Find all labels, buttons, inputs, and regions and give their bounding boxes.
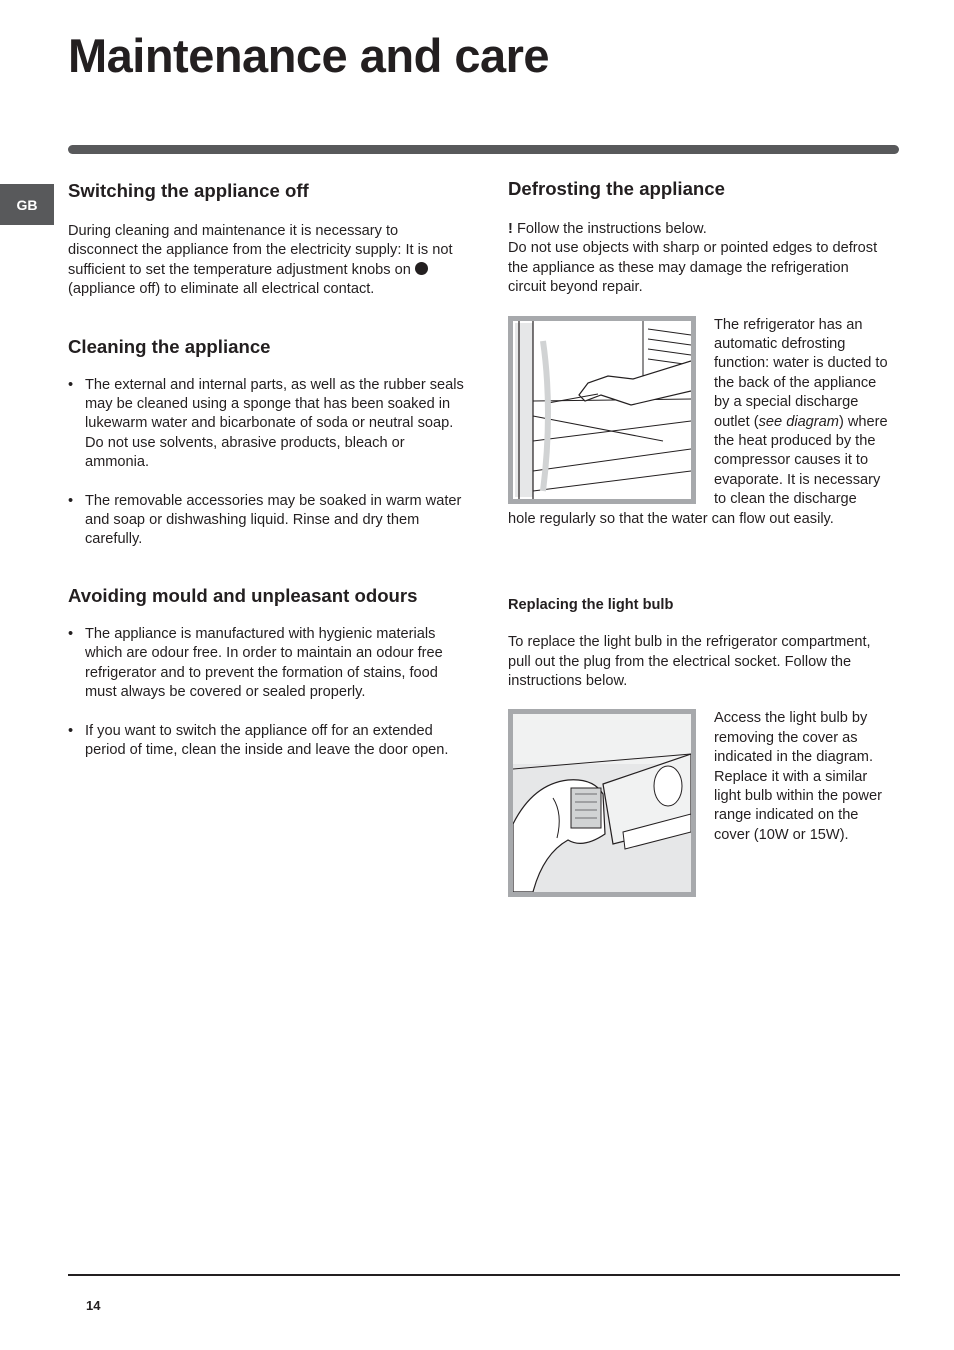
defrosting-figure-block xyxy=(508,316,888,529)
switching-off-text xyxy=(68,222,464,300)
switching-off-section xyxy=(68,178,464,300)
light-bulb-section xyxy=(508,595,888,845)
cleaning-heading: Cleaning the appliance xyxy=(68,335,271,357)
mould-section xyxy=(68,583,464,760)
light-bulb-figure-text-2: Replace it with a similar light bulb within the power range indicated on the cover (10W or 15W). xyxy=(714,768,882,843)
page-title: Maintenance and care xyxy=(68,29,550,82)
right-column xyxy=(508,176,888,901)
defrosting-heading: Defrosting the appliance xyxy=(508,178,725,199)
see-diagram-reference: see diagram xyxy=(758,413,839,430)
list-item: • The removable accessories may be soaked in warm water and soap or dishwashing liquid. Rinse and dry them carefully. xyxy=(68,492,464,550)
cleaning-section xyxy=(68,334,464,550)
defrosting-warning xyxy=(508,220,888,239)
defrosting-text: Do not use objects with sharp or pointed edges to defrost the appliance as these may damage the refrigeration circuit beyond repair. xyxy=(508,240,878,296)
light-bulb-figure-text-1: Access the light bulb by removing the cover as indicated in the diagram. xyxy=(714,710,874,766)
defrost-outlet-diagram xyxy=(508,316,696,504)
left-column xyxy=(68,178,464,760)
header-divider xyxy=(68,145,899,154)
list-item: • If you want to switch the appliance off for an extended period of time, clean the inside and leave the door open. xyxy=(68,722,464,761)
light-bulb-text: To replace the light bulb in the refrigerator compartment, pull out the plug from the electrical socket. Follow the instructions below. xyxy=(508,634,871,689)
light-bulb-diagram xyxy=(508,709,696,897)
defrosting-section xyxy=(508,176,888,529)
light-bulb-figure-block xyxy=(508,709,888,845)
switching-off-text-part-1: During cleaning and maintenance it is necessary to disconnect the appliance from the electricity supply: It is not sufficient to set the temperature adjustment knobs on xyxy=(68,223,453,278)
language-tab: GB xyxy=(0,184,54,225)
warning-mark-icon: ! xyxy=(508,221,513,237)
list-item: • The appliance is manufactured with hygienic materials which are odour free. In order to maintain an odour free refrigerator and to prevent the formation of stains, food must always be covered or sealed properly. xyxy=(68,625,464,703)
off-position-dot-icon xyxy=(415,262,428,275)
footer-divider xyxy=(68,1274,900,1276)
defrosting-warning-text: Follow the instructions below. xyxy=(516,221,707,237)
defrost-outlet-illustration xyxy=(513,321,691,499)
switching-off-text-part-2: (appliance off) to eliminate all electrical contact. xyxy=(68,281,375,298)
page-number: 14 xyxy=(86,1298,101,1313)
defrosting-figure-text-part-1: The refrigerator has an automatic defrosting function: water is ducted to the back of the appliance by a special discharge outlet ( xyxy=(714,316,888,430)
mould-list xyxy=(68,625,464,760)
cleaning-list xyxy=(68,376,464,550)
switching-off-heading: Switching the appliance off xyxy=(68,180,309,201)
defrosting-figure-text-part-2: ) where the heat produced by the compressor causes it to evaporate. It is necessary to clean the discharge hole regularly so that the water can flow out easily. xyxy=(508,413,888,527)
mould-heading: Avoiding mould and unpleasant odours xyxy=(68,584,418,606)
list-item: • The external and internal parts, as well as the rubber seals may be cleaned using a sponge that has been soaked in lukewarm water and bicarbonate of soda or neutral soap. Do not use solvents, abrasive products, bleach or ammonia. xyxy=(68,376,464,473)
light-bulb-heading: Replacing the light bulb xyxy=(508,597,674,614)
light-bulb-cover-illustration xyxy=(513,714,691,892)
